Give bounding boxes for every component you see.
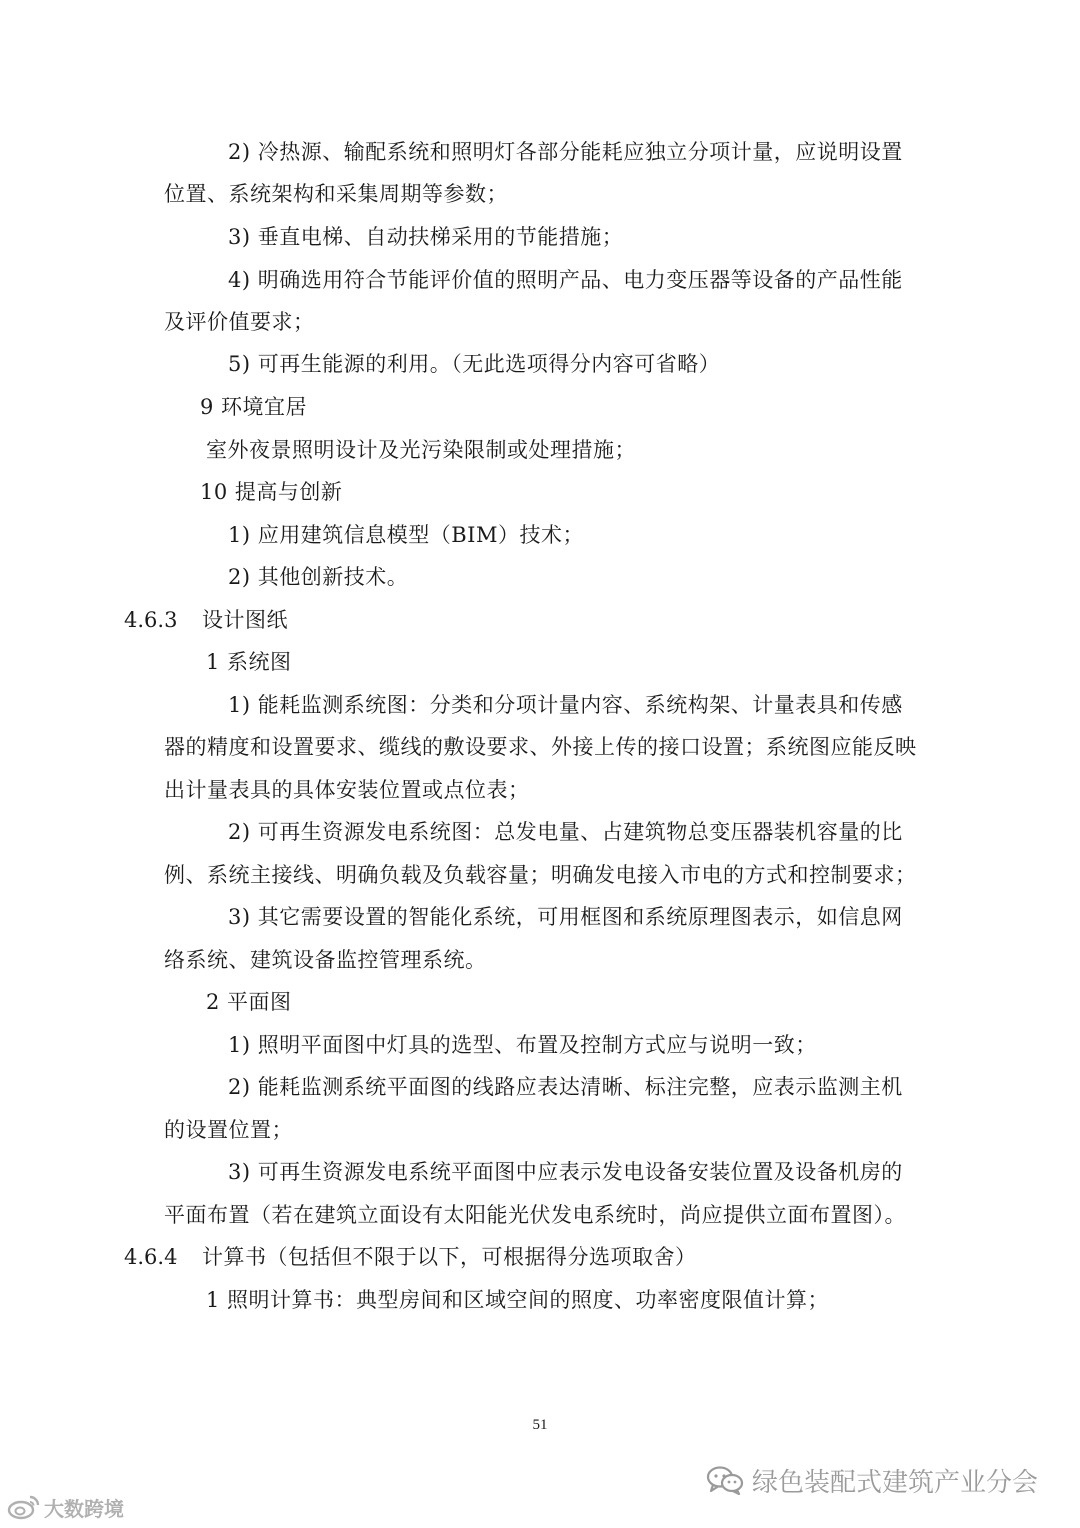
heading-line: 1 系统图 — [206, 650, 292, 674]
heading-line: 2 平面图 — [206, 990, 292, 1014]
section-number: 4.6.4 — [124, 1245, 178, 1269]
text-line: 2) 冷热源、输配系统和照明灯各部分能耗应独立分项计量，应说明设置 — [228, 140, 903, 164]
text-line: 2) 其他创新技术。 — [228, 565, 409, 589]
text-line: 器的精度和设置要求、缆线的敷设要求、外接上传的接口设置；系统图应能反映 — [164, 735, 917, 759]
heading-line: 10 提高与创新 — [200, 480, 343, 504]
text-line: 的设置位置； — [164, 1118, 293, 1142]
text-line: 4) 明确选用符合节能评价值的照明产品、电力变压器等设备的产品性能 — [228, 268, 903, 292]
text-line: 1) 应用建筑信息模型（BIM）技术； — [228, 523, 584, 547]
heading-line: 9 环境宜居 — [200, 395, 308, 419]
text-line: 出计量表具的具体安装位置或点位表； — [164, 778, 530, 802]
watermark-weibo-text: 大数跨境 — [44, 1496, 124, 1521]
text-line: 2) 能耗监测系统平面图的线路应表达清晰、标注完整，应表示监测主机 — [228, 1075, 903, 1099]
text-line: 3) 可再生资源发电系统平面图中应表示发电设备安装位置及设备机房的 — [228, 1160, 903, 1184]
text-line: 2) 可再生资源发电系统图：总发电量、占建筑物总变压器装机容量的比 — [228, 820, 903, 844]
section-title: 设计图纸 — [202, 608, 288, 632]
text-line: 3) 其它需要设置的智能化系统，可用框图和系统原理图表示，如信息网 — [228, 905, 903, 929]
text-line: 3) 垂直电梯、自动扶梯采用的节能措施； — [228, 225, 624, 249]
text-line: 平面布置（若在建筑立面设有太阳能光伏发电系统时，尚应提供立面布置图）。 — [164, 1203, 906, 1227]
text-line: 1 照明计算书：典型房间和区域空间的照度、功率密度限值计算； — [206, 1288, 830, 1312]
section-number: 4.6.3 — [124, 608, 178, 632]
text-line: 及评价值要求； — [164, 310, 315, 334]
text-line: 例、系统主接线、明确负载及负载容量；明确发电接入市电的方式和控制要求； — [164, 863, 917, 887]
page-number: 51 — [532, 1417, 548, 1433]
text-line: 室外夜景照明设计及光污染限制或处理措施； — [206, 438, 636, 462]
watermark-wechat — [706, 1463, 1038, 1497]
wechat-icon — [706, 1465, 744, 1495]
watermark-wechat-text: 绿色装配式建筑产业分会 — [752, 1467, 1039, 1498]
text-line: 络系统、建筑设备监控管理系统。 — [164, 948, 487, 972]
watermark-weibo — [6, 1492, 124, 1522]
section-title: 计算书（包括但不限于以下，可根据得分选项取舍） — [202, 1245, 697, 1269]
text-line: 1) 能耗监测系统图：分类和分项计量内容、系统构架、计量表具和传感 — [228, 693, 903, 717]
text-line: 5) 可再生能源的利用。（无此选项得分内容可省略） — [228, 352, 721, 376]
weibo-icon — [6, 1494, 40, 1520]
text-line: 1) 照明平面图中灯具的选型、布置及控制方式应与说明一致； — [228, 1033, 817, 1057]
text-line: 位置、系统架构和采集周期等参数； — [164, 182, 508, 206]
